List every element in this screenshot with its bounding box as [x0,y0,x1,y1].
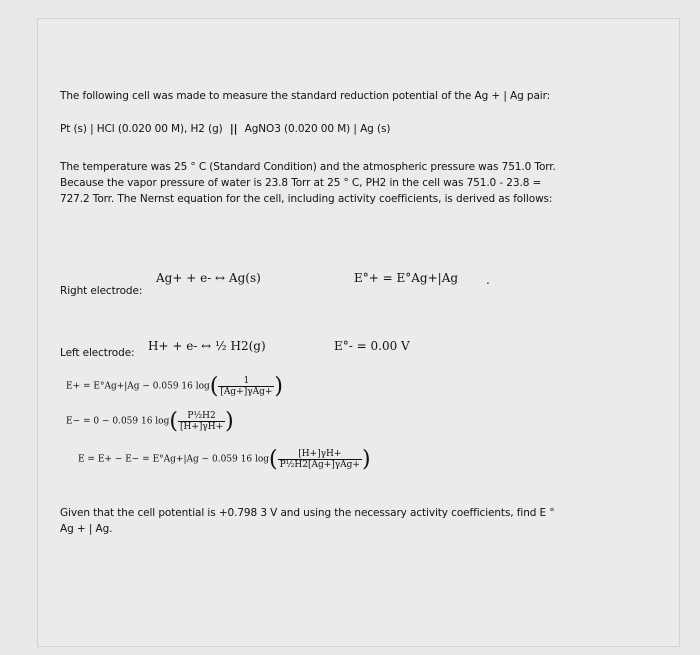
e-plus-lhs: E+ = E°Ag+|Ag − 0.059 16 log [66,381,210,392]
document-page [37,18,680,647]
e-cell-denominator: P½H2[Ag+]γAg+ [279,460,360,470]
question-line: Ag + | Ag. [60,523,113,535]
e-cell-fraction [278,449,362,470]
paragraph-line: Because the vapor pressure of water is 23.8 Torr at 25 ° C, PH2 in the cell was 751.0 - 23.8 = [60,177,542,189]
e-cell-numerator: [H+]γH+ [278,449,362,460]
cell-right: AgNO3 (0.020 00 M) | Ag (s) [244,123,391,135]
e-cell-lhs: E = E+ − E− = E°Ag+|Ag − 0.059 16 log [78,454,270,465]
question-line: Given that the cell potential is +0.798 3 V and using the necessary activity coefficients, find E ° [60,507,555,519]
e-plus-equation: E+ = E°Ag+|Ag − 0.059 16 log( $\frac{1}{\text{[Ag+]γAg+}}$ ) [66,374,284,399]
e-minus-fraction [178,411,225,432]
right-electrode-potential: E°+ = E°Ag+|Ag [354,271,459,285]
conditions-paragraph [60,159,660,207]
e-plus-denominator: [Ag+]γAg+ [220,387,273,397]
e-minus-denominator: [H+]γH+ [179,422,224,432]
e-minus-lhs: E− = 0 − 0.059 16 log [66,416,170,427]
salt-bridge: || [229,123,238,135]
cell-notation [60,123,390,135]
paragraph-line: 727.2 Torr. The Nernst equation for the cell, including activity coefficients, is derived as follows: [60,193,553,205]
question-text [60,505,660,537]
e-plus-fraction [218,376,274,397]
e-minus-numerator: P½H2 [178,411,225,422]
left-electrode-potential: E°- = 0.00 V [334,339,410,353]
left-electrode-reaction: H+ + e- ↔ ½ H2(g) [148,339,266,353]
left-electrode-label: Left electrode: [60,347,135,359]
e-minus-equation: E− = 0 − 0.059 16 log( $\frac{\text{P½H2}}{[H+]\gamma H+}$ ) [66,409,234,434]
intro-text: The following cell was made to measure the standard reduction potential of the Ag + | Ag pair: [60,90,551,102]
bullet-dot: . [486,273,490,287]
paragraph-line: The temperature was 25 ° C (Standard Condition) and the atmospheric pressure was 751.0 Torr. [60,161,556,173]
e-plus-numerator: 1 [218,376,274,387]
right-electrode-label: Right electrode: [60,285,143,297]
right-electrode-reaction: Ag+ + e- ↔ Ag(s) [156,271,261,285]
cell-left: Pt (s) | HCl (0.020 00 M), H2 (g) [60,123,223,135]
e-cell-equation: E = E+ − E− = E°Ag+|Ag − 0.059 16 log( $\frac{[H+]\gamma H+}{\text{P½H2[Ag+]γAg+}}$ ) [78,447,371,472]
